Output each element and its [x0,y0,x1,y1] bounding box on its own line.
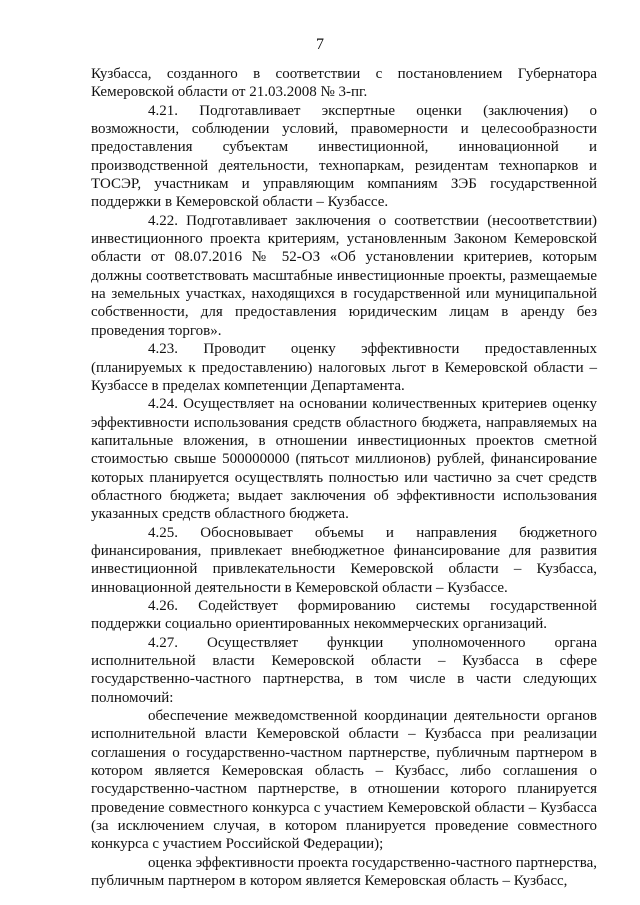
paragraph-4-23: 4.23. Проводит оценку эффективности предоставленных (планируемых к предоставлению) налоговых льгот в Кемеровской области – Кузбассе в пределах компетенции Департамента. [91,341,597,394]
paragraph-evaluation: оценка эффективности проекта государственно-частного партнерства, публичным партнером в котором является Кемеровская область – Кузбасс, [91,854,597,890]
paragraph-coordination: обеспечение межведомственной координации деятельности органов исполнительной власти Кемеровской области – Кузбасса при реализации соглашения о государственно-частном партнерстве, публичным партнером в котором является Кемеровская область – Кузбасс, либо соглашения о государственно-частном партнерстве, в отношении которого планируется проведение совместного конкурса с участием Кемеровской области – Кузбасса (за исключением случая, в котором планируется проведение совместного конкурса с участием Российской Федерации); [91,708,597,853]
paragraph-4-27: 4.27. Осуществляет функции уполномоченного органа исполнительной власти Кемеровской области – Кузбасса в сфере государственно-частного партнерства, в том числе в части следующих полномочий: [91,634,597,706]
page-number: 7 [316,36,324,53]
paragraph-continuation: Кузбасса, созданного в соответствии с постановлением Губернатора Кемеровской области от 21.03.2008 № 3-пг. [91,66,597,101]
document-body [91,65,597,890]
paragraph-4-22: 4.22. Подготавливает заключения о соответствии (несоответствии) инвестиционного проекта критериям, установленным Законом Кемеровской области от 08.07.2016 № 52-ОЗ «Об установлении критериев, которым должны соответствовать масштабные инвестиционные проекты, размещаемые на земельных участках, находящихся в государственной или муниципальной собственности, для предоставления юридическим лицам в аренду без проведения торгов». [91,212,597,339]
paragraph-4-25: 4.25. Обосновывает объемы и направления бюджетного финансирования, привлекает внебюджетное финансирование для развития инвестиционной привлекательности Кемеровской области – Кузбасса, инновационной деятельности в Кемеровской области – Кузбассе. [91,524,597,596]
paragraph-4-21: 4.21. Подготавливает экспертные оценки (заключения) о возможности, соблюдении условий, правомерности и целесообразности предоставления субъектам инвестиционной, инновационной и производственной деятельности, технопаркам, резидентам технопарков и ТОСЭР, участникам и управляющим компаниям ЗЭБ государственной поддержки в Кемеровской области – Кузбассе. [91,102,597,211]
paragraph-4-26: 4.26. Содействует формированию системы государственной поддержки социально ориентированных некоммерческих организаций. [91,597,597,633]
paragraph-4-24: 4.24. Осуществляет на основании количественных критериев оценку эффективности использования средств областного бюджета, направляемых на капитальные вложения, в отношении инвестиционных проектов сметной стоимостью свыше 500000000 (пятьсот миллионов) рублей, финансирование которых планируется осуществлять полностью или частично за счет средств областного бюджета; выдает заключения об эффективности использования указанных средств областного бюджета. [91,396,597,523]
